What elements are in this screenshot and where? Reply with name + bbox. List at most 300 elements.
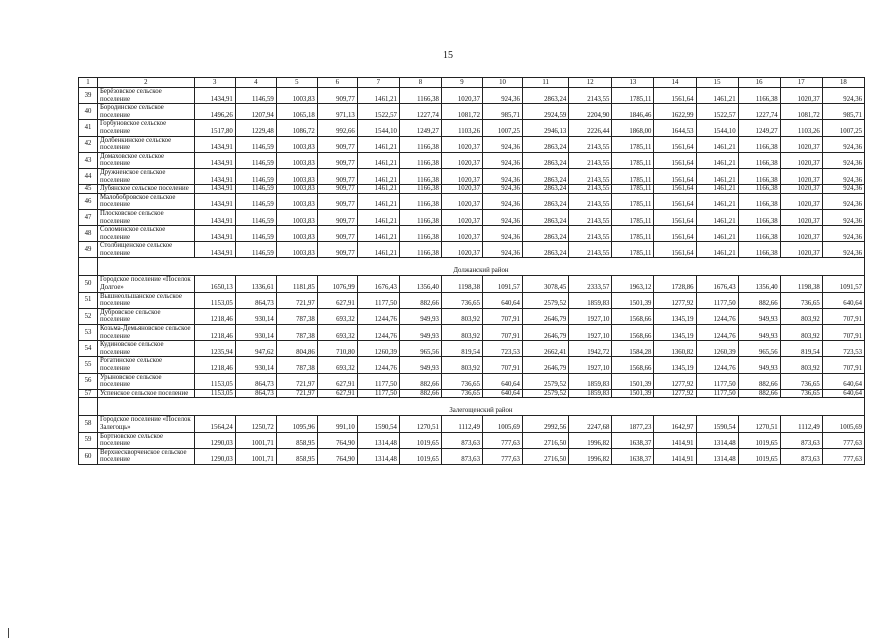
row-number: 45 (79, 185, 98, 194)
value-cell: 1229,48 (235, 120, 276, 136)
row-number: 39 (79, 88, 98, 104)
value-cell: 1522,57 (357, 104, 399, 120)
value-cell: 764,90 (317, 432, 357, 448)
value-cell: 1086,72 (276, 120, 317, 136)
value-cell: 1927,10 (569, 325, 612, 341)
value-cell: 1003,83 (276, 193, 317, 209)
value-cell: 1568,66 (612, 325, 654, 341)
value-cell: 2579,52 (522, 389, 568, 398)
value-cell: 858,95 (276, 432, 317, 448)
value-cell: 1112,49 (780, 416, 822, 432)
value-cell: 947,62 (235, 341, 276, 357)
value-cell: 1019,65 (399, 448, 441, 464)
value-cell: 1146,59 (235, 152, 276, 168)
value-cell: 1785,11 (612, 242, 654, 258)
value-cell: 1414,91 (654, 432, 696, 448)
value-cell: 1019,65 (738, 432, 780, 448)
value-cell: 991,10 (317, 416, 357, 432)
row-number: 58 (79, 416, 98, 432)
value-cell: 707,91 (822, 325, 864, 341)
value-cell: 710,80 (317, 341, 357, 357)
value-cell: 627,91 (317, 373, 357, 389)
settlement-name: Успенское сельское поселение (97, 389, 194, 398)
value-cell: 2143,55 (569, 152, 612, 168)
value-cell: 1868,00 (612, 120, 654, 136)
value-cell: 1501,39 (612, 292, 654, 308)
district-name: Залегощенский район (97, 398, 864, 416)
district-header-row (79, 398, 865, 416)
table-row (79, 292, 865, 308)
value-cell: 1345,19 (654, 308, 696, 324)
value-cell: 1996,82 (569, 448, 612, 464)
value-cell: 1146,59 (235, 88, 276, 104)
value-cell: 1638,37 (612, 448, 654, 464)
value-cell: 1103,26 (441, 120, 482, 136)
value-cell: 1260,39 (696, 341, 738, 357)
value-cell: 1496,26 (194, 104, 235, 120)
value-cell: 1076,99 (317, 276, 357, 292)
value-cell: 2143,55 (569, 209, 612, 225)
value-cell: 640,64 (822, 389, 864, 398)
value-cell: 787,38 (276, 325, 317, 341)
value-cell: 803,92 (441, 325, 482, 341)
value-cell: 1461,21 (696, 88, 738, 104)
settlement-name: Верхнескворченское сельское поселение (97, 448, 194, 464)
value-cell: 2863,24 (522, 152, 568, 168)
value-cell: 930,14 (235, 308, 276, 324)
value-cell: 1270,51 (399, 416, 441, 432)
value-cell: 1003,83 (276, 136, 317, 152)
value-cell: 1434,91 (194, 185, 235, 194)
value-cell: 1020,37 (441, 136, 482, 152)
value-cell: 1434,91 (194, 136, 235, 152)
value-cell: 1207,94 (235, 104, 276, 120)
value-cell: 924,36 (482, 226, 522, 242)
value-cell: 777,63 (822, 432, 864, 448)
value-cell: 985,71 (822, 104, 864, 120)
row-number: 43 (79, 152, 98, 168)
value-cell: 1166,38 (738, 88, 780, 104)
value-cell: 882,66 (738, 389, 780, 398)
table-body (79, 78, 865, 465)
value-cell: 2143,55 (569, 185, 612, 194)
value-cell: 3078,45 (522, 276, 568, 292)
column-number-cell: 4 (235, 78, 276, 88)
value-cell: 2863,24 (522, 193, 568, 209)
value-cell: 1859,83 (569, 292, 612, 308)
value-cell: 1590,54 (696, 416, 738, 432)
table-row (79, 193, 865, 209)
value-cell: 2143,55 (569, 242, 612, 258)
row-number: 55 (79, 357, 98, 373)
settlement-name: Дружненское сельское поселение (97, 168, 194, 184)
table-row (79, 448, 865, 464)
value-cell: 1728,86 (654, 276, 696, 292)
column-number-cell: 7 (357, 78, 399, 88)
value-cell: 777,63 (482, 432, 522, 448)
value-cell: 1146,59 (235, 136, 276, 152)
table-row (79, 373, 865, 389)
table-row (79, 226, 865, 242)
value-cell: 1146,59 (235, 193, 276, 209)
value-cell: 1005,69 (822, 416, 864, 432)
value-cell: 1561,64 (654, 185, 696, 194)
value-cell: 1020,37 (441, 168, 482, 184)
value-cell: 2247,68 (569, 416, 612, 432)
value-cell: 1676,43 (696, 276, 738, 292)
value-cell: 1277,92 (654, 373, 696, 389)
value-cell: 736,65 (780, 373, 822, 389)
value-cell: 1166,38 (738, 193, 780, 209)
value-cell: 924,36 (822, 193, 864, 209)
value-cell: 909,77 (317, 242, 357, 258)
value-cell: 1461,21 (696, 209, 738, 225)
row-number: 52 (79, 308, 98, 324)
row-number: 50 (79, 276, 98, 292)
value-cell: 1112,49 (441, 416, 482, 432)
row-number: 60 (79, 448, 98, 464)
value-cell: 909,77 (317, 88, 357, 104)
value-cell: 1314,48 (696, 448, 738, 464)
settlement-name: Горбуновское сельское поселение (97, 120, 194, 136)
value-cell: 1166,38 (738, 226, 780, 242)
value-cell: 1227,74 (738, 104, 780, 120)
value-cell: 1091,57 (482, 276, 522, 292)
value-cell: 1020,37 (780, 168, 822, 184)
value-cell: 1218,46 (194, 357, 235, 373)
value-cell: 640,64 (482, 389, 522, 398)
value-cell: 1249,27 (399, 120, 441, 136)
value-cell: 819,54 (441, 341, 482, 357)
value-cell: 873,63 (441, 432, 482, 448)
value-cell: 1461,21 (357, 185, 399, 194)
value-cell: 2646,79 (522, 357, 568, 373)
value-cell: 1434,91 (194, 193, 235, 209)
value-cell: 864,73 (235, 292, 276, 308)
value-cell: 1166,38 (399, 226, 441, 242)
value-cell: 1927,10 (569, 357, 612, 373)
value-cell: 1434,91 (194, 209, 235, 225)
value-cell: 1561,64 (654, 193, 696, 209)
value-cell: 1290,03 (194, 448, 235, 464)
value-cell: 2333,57 (569, 276, 612, 292)
value-cell: 1218,46 (194, 325, 235, 341)
value-cell: 2579,52 (522, 292, 568, 308)
value-cell: 1676,43 (357, 276, 399, 292)
value-cell: 2143,55 (569, 226, 612, 242)
district-name: Должанский район (97, 258, 864, 276)
value-cell: 949,93 (738, 325, 780, 341)
column-number-cell: 15 (696, 78, 738, 88)
value-cell: 1166,38 (738, 152, 780, 168)
value-cell: 1568,66 (612, 357, 654, 373)
value-cell: 707,91 (822, 357, 864, 373)
value-cell: 1020,37 (780, 185, 822, 194)
value-cell: 2143,55 (569, 193, 612, 209)
value-cell: 2716,50 (522, 432, 568, 448)
value-cell: 1461,21 (696, 152, 738, 168)
value-cell: 1244,76 (696, 308, 738, 324)
value-cell: 1091,57 (822, 276, 864, 292)
value-cell: 1003,83 (276, 209, 317, 225)
value-cell: 721,97 (276, 373, 317, 389)
value-cell: 1001,71 (235, 448, 276, 464)
table-row (79, 416, 865, 432)
value-cell: 1198,38 (780, 276, 822, 292)
settlement-name: Берёзовское сельское поселение (97, 88, 194, 104)
value-cell: 909,77 (317, 185, 357, 194)
value-cell: 1859,83 (569, 389, 612, 398)
value-cell: 803,92 (780, 357, 822, 373)
value-cell: 1020,37 (780, 226, 822, 242)
value-cell: 640,64 (822, 373, 864, 389)
table-row (79, 136, 865, 152)
value-cell: 1785,11 (612, 168, 654, 184)
value-cell: 873,63 (780, 448, 822, 464)
value-cell: 1020,37 (441, 226, 482, 242)
value-cell: 1270,51 (738, 416, 780, 432)
value-cell: 1065,18 (276, 104, 317, 120)
value-cell: 1146,59 (235, 185, 276, 194)
settlement-name: Соломинское сельское поселение (97, 226, 194, 242)
value-cell: 1501,39 (612, 389, 654, 398)
value-cell: 803,92 (441, 357, 482, 373)
value-cell: 736,65 (441, 292, 482, 308)
column-number-cell: 8 (399, 78, 441, 88)
value-cell: 1314,48 (696, 432, 738, 448)
column-number-cell: 2 (97, 78, 194, 88)
settlement-name: Лубянское сельское поселение (97, 185, 194, 194)
value-cell: 1785,11 (612, 136, 654, 152)
value-cell: 1260,39 (357, 341, 399, 357)
value-cell: 707,91 (482, 308, 522, 324)
value-cell: 803,92 (780, 308, 822, 324)
value-cell: 1166,38 (399, 152, 441, 168)
value-cell: 1642,97 (654, 416, 696, 432)
value-cell: 1166,38 (738, 185, 780, 194)
value-cell: 1785,11 (612, 226, 654, 242)
value-cell: 2863,24 (522, 136, 568, 152)
value-cell: 1461,21 (696, 242, 738, 258)
value-cell: 1927,10 (569, 308, 612, 324)
value-cell: 949,93 (738, 357, 780, 373)
value-cell: 736,65 (441, 373, 482, 389)
value-cell: 1020,37 (441, 242, 482, 258)
value-cell: 924,36 (822, 242, 864, 258)
value-cell: 640,64 (482, 373, 522, 389)
row-number: 42 (79, 136, 98, 152)
value-cell: 1461,21 (696, 136, 738, 152)
value-cell: 1942,72 (569, 341, 612, 357)
value-cell: 882,66 (738, 292, 780, 308)
value-cell: 1166,38 (399, 209, 441, 225)
column-number-cell: 14 (654, 78, 696, 88)
table-row (79, 185, 865, 194)
district-header-row (79, 258, 865, 276)
value-cell: 1020,37 (441, 152, 482, 168)
value-cell: 627,91 (317, 389, 357, 398)
value-cell: 924,36 (482, 152, 522, 168)
value-cell: 1007,25 (482, 120, 522, 136)
value-cell: 1166,38 (738, 136, 780, 152)
value-cell: 721,97 (276, 389, 317, 398)
value-cell: 1081,72 (441, 104, 482, 120)
value-cell: 1522,57 (696, 104, 738, 120)
value-cell: 1020,37 (780, 242, 822, 258)
value-cell: 2646,79 (522, 325, 568, 341)
value-cell: 707,91 (482, 357, 522, 373)
value-cell: 1020,37 (441, 185, 482, 194)
value-cell: 864,73 (235, 389, 276, 398)
settlement-name: Бортновское сельское поселение (97, 432, 194, 448)
value-cell: 1314,48 (357, 432, 399, 448)
value-cell: 1177,50 (696, 373, 738, 389)
value-cell: 2924,59 (522, 104, 568, 120)
value-cell: 949,93 (399, 325, 441, 341)
value-cell: 1146,59 (235, 226, 276, 242)
column-number-cell: 3 (194, 78, 235, 88)
value-cell: 1166,38 (399, 88, 441, 104)
row-number: 48 (79, 226, 98, 242)
value-cell: 924,36 (822, 168, 864, 184)
value-cell: 985,71 (482, 104, 522, 120)
value-cell: 721,97 (276, 292, 317, 308)
value-cell: 909,77 (317, 168, 357, 184)
value-cell: 1166,38 (738, 168, 780, 184)
value-cell: 1166,38 (399, 193, 441, 209)
value-cell: 2992,56 (522, 416, 568, 432)
value-cell: 1414,91 (654, 448, 696, 464)
value-cell: 1650,13 (194, 276, 235, 292)
row-number: 59 (79, 432, 98, 448)
value-cell: 627,91 (317, 292, 357, 308)
column-number-cell: 6 (317, 78, 357, 88)
value-cell: 1561,64 (654, 136, 696, 152)
value-cell: 924,36 (482, 193, 522, 209)
value-cell: 1434,91 (194, 168, 235, 184)
value-cell: 777,63 (482, 448, 522, 464)
value-cell: 1095,96 (276, 416, 317, 432)
value-cell: 1336,61 (235, 276, 276, 292)
settlement-name: Рогатинское сельское поселение (97, 357, 194, 373)
value-cell: 693,32 (317, 357, 357, 373)
value-cell: 1020,37 (441, 209, 482, 225)
value-cell: 1461,21 (357, 226, 399, 242)
value-cell: 1198,38 (441, 276, 482, 292)
table-row (79, 168, 865, 184)
settlement-name: Городское поселение «Поселок Долгое» (97, 276, 194, 292)
table-row (79, 242, 865, 258)
column-number-cell: 11 (522, 78, 568, 88)
value-cell: 909,77 (317, 209, 357, 225)
scan-margin-mark (8, 628, 9, 638)
value-cell: 1434,91 (194, 242, 235, 258)
value-cell: 1461,21 (357, 136, 399, 152)
value-cell: 992,66 (317, 120, 357, 136)
value-cell: 924,36 (822, 136, 864, 152)
value-cell: 1785,11 (612, 209, 654, 225)
value-cell: 1003,83 (276, 242, 317, 258)
value-cell: 1244,76 (357, 325, 399, 341)
value-cell: 1544,10 (357, 120, 399, 136)
value-cell: 1244,76 (696, 357, 738, 373)
value-cell: 1177,50 (357, 389, 399, 398)
value-cell: 707,91 (822, 308, 864, 324)
column-number-row (79, 78, 865, 88)
value-cell: 723,53 (482, 341, 522, 357)
value-cell: 924,36 (482, 88, 522, 104)
settlement-name: Плосковское сельское поселение (97, 209, 194, 225)
value-cell: 1003,83 (276, 168, 317, 184)
value-cell: 1345,19 (654, 325, 696, 341)
value-cell: 1250,72 (235, 416, 276, 432)
row-number: 40 (79, 104, 98, 120)
value-cell: 1103,26 (780, 120, 822, 136)
value-cell: 1561,64 (654, 168, 696, 184)
value-cell: 924,36 (822, 88, 864, 104)
value-cell: 1846,46 (612, 104, 654, 120)
row-number: 56 (79, 373, 98, 389)
value-cell: 2646,79 (522, 308, 568, 324)
value-cell: 1020,37 (441, 193, 482, 209)
column-number-cell: 16 (738, 78, 780, 88)
column-number-cell: 9 (441, 78, 482, 88)
value-cell: 1146,59 (235, 242, 276, 258)
value-cell: 1020,37 (780, 152, 822, 168)
value-cell: 1005,69 (482, 416, 522, 432)
settlement-name: Бородинское сельское поселение (97, 104, 194, 120)
column-number-cell: 17 (780, 78, 822, 88)
value-cell: 924,36 (482, 168, 522, 184)
settlement-name: Кудиновское сельское поселение (97, 341, 194, 357)
value-cell: 1020,37 (780, 136, 822, 152)
value-cell: 2143,55 (569, 88, 612, 104)
table-row (79, 325, 865, 341)
value-cell: 2579,52 (522, 373, 568, 389)
value-cell: 1461,21 (696, 185, 738, 194)
value-cell: 1177,50 (357, 373, 399, 389)
value-cell: 1996,82 (569, 432, 612, 448)
value-cell: 909,77 (317, 193, 357, 209)
column-number-cell: 12 (569, 78, 612, 88)
value-cell: 787,38 (276, 308, 317, 324)
value-cell: 1434,91 (194, 88, 235, 104)
value-cell: 640,64 (482, 292, 522, 308)
value-cell: 1461,21 (357, 193, 399, 209)
value-cell: 1177,50 (357, 292, 399, 308)
value-cell: 777,63 (822, 448, 864, 464)
value-cell: 1227,74 (399, 104, 441, 120)
value-cell: 924,36 (822, 209, 864, 225)
district-spacer-cell (79, 398, 98, 416)
value-cell: 1785,11 (612, 152, 654, 168)
value-cell: 804,86 (276, 341, 317, 357)
value-cell: 707,91 (482, 325, 522, 341)
value-cell: 965,56 (738, 341, 780, 357)
value-cell: 1564,24 (194, 416, 235, 432)
settlement-name: Малобобровское сельское поселение (97, 193, 194, 209)
value-cell: 971,13 (317, 104, 357, 120)
table-row (79, 276, 865, 292)
value-cell: 1590,54 (357, 416, 399, 432)
value-cell: 1584,28 (612, 341, 654, 357)
value-cell: 1166,38 (399, 242, 441, 258)
table-row (79, 152, 865, 168)
column-number-cell: 5 (276, 78, 317, 88)
value-cell: 1290,03 (194, 432, 235, 448)
value-cell: 1461,21 (357, 152, 399, 168)
value-cell: 1003,83 (276, 185, 317, 194)
